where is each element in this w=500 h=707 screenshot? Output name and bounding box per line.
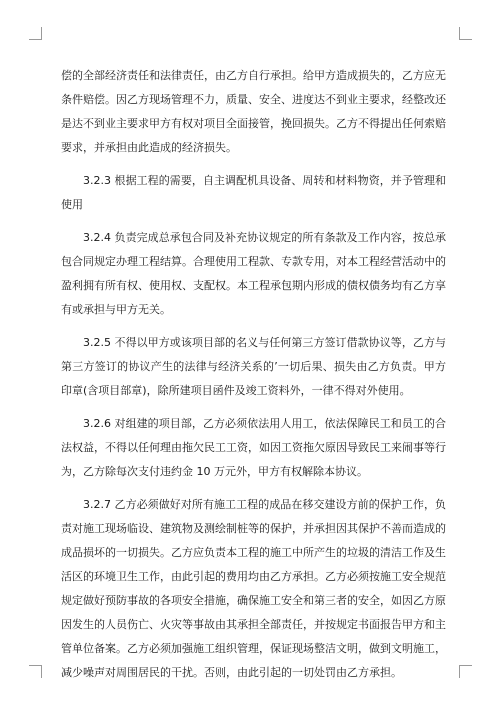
- document-body: [61, 64, 446, 685]
- clause-3-2-3: 3.2.3 根据工程的需要，自主调配机具设备、周转和材料物资，并予管理和使用: [61, 174, 446, 211]
- crop-mark-top-right: [459, 27, 472, 40]
- crop-mark-top-left: [29, 27, 42, 40]
- clause-3-2-4: 3.2.4 负责完成总承包合同及补充协议规定的所有条款及工作内容，按总承包合同规定办理工程结算。合理使用工程款、专款专用，对本工程经营活动中的盈利拥有所有权、使用权、支配权。本工程承包期内形成的债权债务均有乙方享有或承担与甲方无关。: [61, 231, 446, 316]
- crop-mark-bottom-left: [29, 665, 42, 678]
- paragraph-continuation: 偿的全部经济责任和法律责任，由乙方自行承担。给甲方造成损失的，乙方应无条件赔偿。因乙方现场管理不力，质量、安全、进度达不到业主要求，经整改还是达不到业主要求甲方有权对项目全面接管，挽回损失。乙方不得提出任何索赔要求，并承担由此造成的经济损失。: [61, 69, 446, 154]
- crop-mark-bottom-right: [459, 665, 472, 678]
- clause-3-2-6: 3.2.6 对组建的项目部，乙方必须依法用人用工，依法保障民工和员工的合法权益，不得以任何理由拖欠民工工资，如因工资拖欠原因导致民工来闹事等行为，乙方除每次支付违约金 10 万元外，甲方有权解除本协议。: [61, 417, 446, 478]
- clause-3-2-5: 3.2.5 不得以甲方或该项目部的名义与任何第三方签订借款协议等，乙方与第三方签订的协议产生的法律与经济关系的’一切后果、损失由乙方负责。甲方印章(含项目部章)，除所建项目函件及竣工资料外，一律不得对外使用。: [61, 336, 446, 397]
- clause-3-2-7: 3.2.7 乙方必须做好对所有施工工程的成品在移交建设方前的保护工作，负责对施工现场临设、建筑物及测绘制桩等的保护，并承担因其保护不善而造成的成品损坏的一切损失。乙方应负责本工程的施工中所产生的垃圾的清洁工作及生活区的环境卫生工作，由此引起的费用均由乙方承担。乙方必须按施工安全规范规定做好预防事故的各项安全措施，确保施工安全和第三者的安全，如因乙方原因发生的人员伤亡、火灾等事故由其承担全部责任，并按规定书面报告甲方和主管单位备案。乙方必须加强施工组织管理，保证现场整洁文明，做到文明施工，减少噪声对周围居民的干扰。否则，由此引起的一切处罚由乙方承担。: [61, 498, 446, 679]
